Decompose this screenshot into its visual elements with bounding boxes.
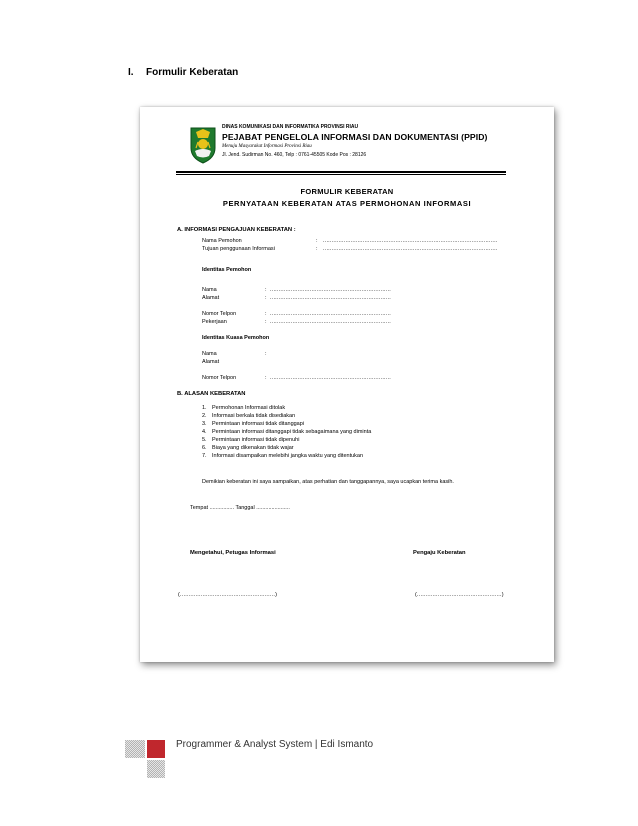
field-label: Nama: [202, 351, 217, 357]
reason-number: 3.: [202, 421, 207, 427]
field-colon: :: [316, 246, 318, 252]
section-heading: [128, 67, 238, 78]
field-blank[interactable]: ......................................................................: [270, 311, 391, 317]
riau-emblem-icon: [188, 124, 218, 164]
section-a-heading: A. INFORMASI PENGAJUAN KEBERATAN :: [177, 227, 296, 233]
reason-text: Permintaan informasi ditanggapi tidak sebagaimana yang diminta: [212, 429, 372, 435]
form-subtitle: PERNYATAAN KEBERATAN ATAS PERMOHONAN INFORMASI: [222, 199, 472, 208]
reason-number: 7.: [202, 453, 207, 459]
reason-text: Permintaan informasi tidak dipenuhi: [212, 437, 300, 443]
identitas-kuasa-heading: Identitas Kuasa Pemohon: [202, 335, 270, 341]
header-rule-thin: [176, 174, 506, 175]
reason-item: [202, 405, 285, 411]
officer-label: Mengetahui, Petugas Informasi: [190, 550, 276, 556]
identitas-pemohon-heading: Identitas Pemohon: [202, 267, 252, 273]
field-blank[interactable]: ......................................................................: [270, 319, 391, 325]
field-colon: :: [265, 375, 267, 381]
field-colon: :: [265, 319, 267, 325]
field-label: Alamat: [202, 359, 220, 365]
field-colon: :: [265, 295, 267, 301]
header-rule-thick: [176, 171, 506, 173]
tagline: Menuju Masyarakat Informasi Provinsi Riau: [222, 144, 312, 149]
field-label: Pekerjaan: [202, 319, 227, 325]
field-colon: :: [316, 238, 318, 244]
reason-number: 2.: [202, 413, 207, 419]
closing-statement: Demikian keberatan ini saya sampaikan, atas perhatian dan tanggapannya, saya ucapkan terima kasih.: [202, 479, 454, 485]
field-label: Tujuan penggunaan Informasi: [202, 246, 275, 252]
officer-signature-line[interactable]: (.......................................................): [178, 592, 278, 598]
footer-decoration-icon: [125, 740, 165, 780]
reason-item: [202, 413, 295, 419]
office-name: PEJABAT PENGELOLA INFORMASI DAN DOKUMENTASI (PPID): [222, 132, 488, 142]
agency-name: DINAS KOMUNIKASI DAN INFORMATIKA PROVINSI RIAU: [222, 124, 359, 130]
section-number: I.: [128, 67, 134, 78]
reason-number: 5.: [202, 437, 207, 443]
field-blank[interactable]: ......................................................................: [270, 287, 391, 293]
reason-item: [202, 437, 299, 443]
reason-text: Permintaan informasi tidak ditanggapi: [212, 421, 305, 427]
place-date[interactable]: Tempat ................ Tanggal ......................: [190, 505, 290, 511]
footer-text: Programmer & Analyst System | Edi Ismanto: [176, 739, 374, 750]
field-label: Alamat: [202, 295, 220, 301]
reason-item: [202, 429, 371, 435]
reason-item: [202, 421, 304, 427]
field-blank[interactable]: ......................................................................: [270, 295, 391, 301]
reason-item: [202, 453, 363, 459]
reason-text: Informasi berkala tidak disediakan: [212, 413, 296, 419]
reason-text: Permohonan Informasi ditolak: [212, 405, 286, 411]
field-label: Nama: [202, 287, 217, 293]
field-blank[interactable]: .....................................................................................................: [323, 246, 498, 252]
reason-number: 1.: [202, 405, 207, 411]
form-sheet: [140, 107, 554, 662]
field-colon: :: [265, 351, 267, 357]
field-label: Nomor Telpon: [202, 375, 237, 381]
reason-text: Informasi disampaikan melebihi jangka waktu yang ditentukan: [212, 453, 364, 459]
reason-text: Biaya yang dikenakan tidak wajar: [212, 445, 294, 451]
field-label: Nomor Telpon: [202, 311, 237, 317]
field-blank[interactable]: ......................................................................: [270, 375, 391, 381]
form-title: FORMULIR KEBERATAN: [300, 187, 394, 196]
section-title: Formulir Keberatan: [146, 67, 239, 78]
field-colon: :: [265, 287, 267, 293]
reason-number: 6.: [202, 445, 207, 451]
applicant-label: Pengaju Keberatan: [413, 550, 466, 556]
field-label: Nama Pemohon: [202, 238, 242, 244]
address: Jl. Jend. Sudirman No. 460, Telp : 0761-45505 Kode Pos : 28126: [222, 152, 367, 158]
section-b-heading: B. ALASAN KEBERATAN: [177, 391, 246, 397]
reason-item: [202, 445, 294, 451]
reason-number: 4.: [202, 429, 207, 435]
field-colon: :: [265, 311, 267, 317]
applicant-signature-line[interactable]: (.................................................): [415, 592, 504, 598]
field-blank[interactable]: .....................................................................................................: [323, 238, 498, 244]
